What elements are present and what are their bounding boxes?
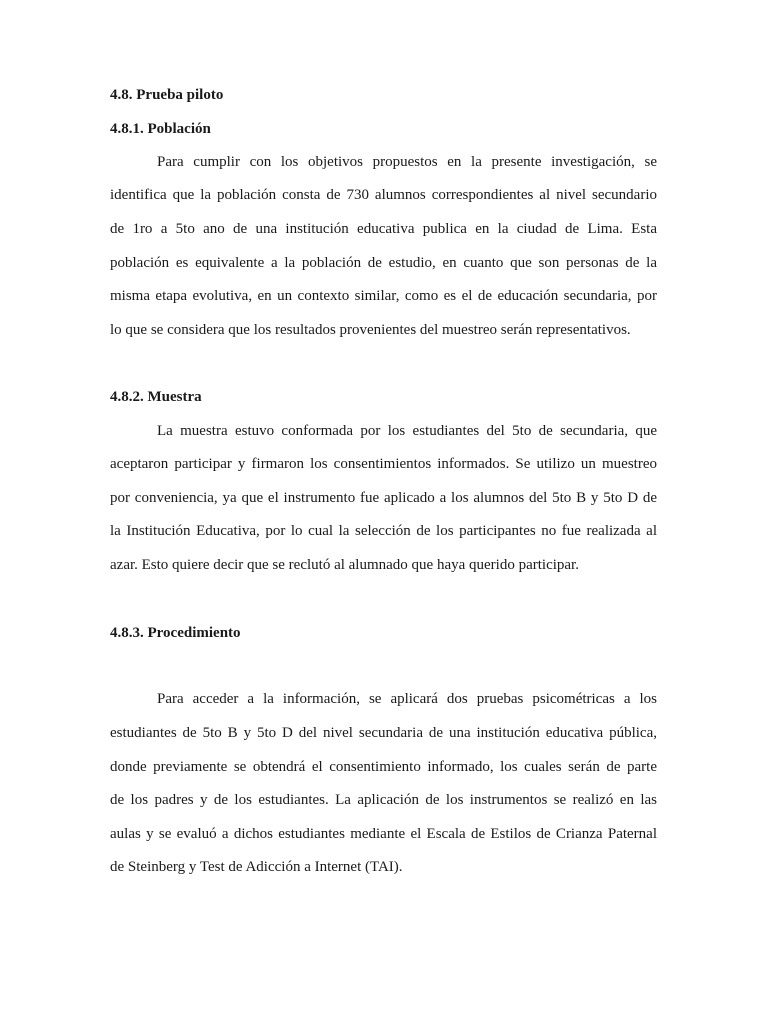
paragraph-line: de los padres y de los estudiantes. La aplicación de los instrumentos se realizó en las <box>110 792 657 808</box>
section-heading-prueba-piloto: 4.8. Prueba piloto <box>110 87 224 103</box>
paragraph-line: donde previamente se obtendrá el consentimiento informado, los cuales serán de parte <box>110 759 657 775</box>
paragraph-line: La muestra estuvo conformada por los estudiantes del 5to de secundaria, que <box>157 423 657 439</box>
paragraph-line: identifica que la población consta de 730 alumnos correspondientes al nivel secundario <box>110 187 657 203</box>
paragraph-line: Para cumplir con los objetivos propuestos en la presente investigación, se <box>157 154 657 170</box>
paragraph-line: aceptaron participar y firmaron los consentimientos informados. Se utilizo un muestreo <box>110 456 657 472</box>
paragraph-line: de 1ro a 5to ano de una institución educativa publica en la ciudad de Lima. Esta <box>110 221 657 237</box>
paragraph-line: azar. Esto quiere decir que se reclutó al alumnado que haya querido participar. <box>110 557 579 573</box>
paragraph-line: de Steinberg y Test de Adicción a Internet (TAI). <box>110 859 403 875</box>
paragraph-line: la Institución Educativa, por lo cual la selección de los participantes no fue realizada al <box>110 523 657 539</box>
paragraph-line: población es equivalente a la población de estudio, en cuanto que son personas de la <box>110 255 657 271</box>
paragraph-line: por conveniencia, ya que el instrumento fue aplicado a los alumnos del 5to B y 5to D de <box>110 490 657 506</box>
section-heading-procedimiento: 4.8.3. Procedimiento <box>110 625 241 641</box>
paragraph-line: aulas y se evaluó a dichos estudiantes mediante el Escala de Estilos de Crianza Paternal <box>110 826 657 842</box>
paragraph-line: lo que se considera que los resultados provenientes del muestreo serán representativos. <box>110 322 631 338</box>
section-heading-poblacion: 4.8.1. Población <box>110 121 211 137</box>
paragraph-line: Para acceder a la información, se aplicará dos pruebas psicométricas a los <box>157 691 657 707</box>
paragraph-line: estudiantes de 5to B y 5to D del nivel secundaria de una institución educativa pública, <box>110 725 657 741</box>
paragraph-line: misma etapa evolutiva, en un contexto similar, como es el de educación secundaria, por <box>110 288 657 304</box>
section-heading-muestra: 4.8.2. Muestra <box>110 389 202 405</box>
